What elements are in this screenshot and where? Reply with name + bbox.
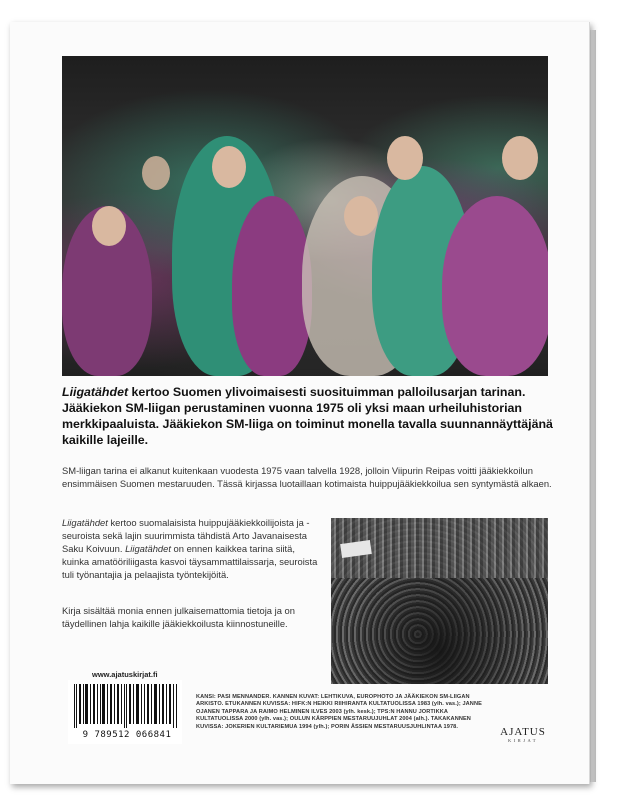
publisher-subname: KIRJAT bbox=[507, 738, 538, 743]
publisher-logo bbox=[497, 726, 549, 743]
hockey-team-celebration-photo bbox=[62, 56, 548, 376]
publisher-website: www.ajatuskirjat.fi bbox=[92, 670, 158, 679]
body-paragraph-1: SM-liigan tarina ei alkanut kuitenkaan vuodesta 1975 vaan talvella 1928, jolloin Viipurin Reipas voitti jääkiekkoilun ensimmäisen Suomen mestaruuden. Tässä kirjassa luotaillaan kotimaista huippujääkiekkoilua sen syntymästä alkaen. bbox=[62, 465, 552, 489]
isbn-number: 9 789512 066841 bbox=[82, 730, 172, 740]
book-title-italic-2: Liigatähdet bbox=[62, 517, 108, 528]
cover-credits: KANSI: PASI MENNANDER. KANNEN KUVAT: LEHTIKUVA, EUROPHOTO JA JÄÄKIEKON SM-LIIGAN ARKISTO. ETUKANNEN KUVISSA: HIFK:N HEIKKI RIIHIRANTA KULTATUOLISSA 1983 (ylh. vas.); JANNE OJANEN TAPPARA JA RAIMO HELMINEN ILVES 2003 (ylh. kesk.); TPS:N HANNU JORTIKKA KULTATUOLISSA 2000 (ylh. vas.); OULUN KÄRPPIEN MESTARUUJUHLAT 2004 (alh.). TAKAKANNEN KUVISSA: JOKERIEN KULTARIEMUA 1994 (ylh.); PORIN ÄSSIEN MESTARUUSJUHLINTAA 1978. bbox=[196, 694, 482, 730]
paragraph-2-text-a: kertoo suomalaisista huippujääkiekkoilijoista ja -seuroista sekä lajin suurimmista tähdistä Arto Javanaisesta Saku Koivuun. bbox=[62, 517, 310, 554]
book-title-italic-3: Liigatähdet bbox=[125, 543, 171, 554]
body-paragraph-3: Kirja sisältää monia ennen julkaisemattomia tietoja ja on täydellinen lahja kaikille jääkiekkoilusta kiinnostuneille. bbox=[62, 605, 295, 629]
crowd-celebration-photo bbox=[331, 518, 548, 684]
publisher-name: AJATUS bbox=[500, 726, 546, 738]
intro-text: kertoo Suomen ylivoimaisesti suosituimman palloilusarjan tarinan. Jääkiekon SM-liigan perustaminen vuonna 1975 oli yksi maan urheiluhistorian merkkipaaluista. Jääkiekon SM-liiga on toiminut monella tavalla suunnannäyttäjänä kaikille lajeille. bbox=[62, 385, 553, 447]
body-paragraph-2 bbox=[62, 516, 324, 581]
paragraph-2-text-b: on ennen kaikkea tarina siitä, kuinka amatööriliigasta kasvoi täysammattilaissarja, seuroista tuli työnantajia ja pelaajista työntekijöitä. bbox=[62, 543, 318, 580]
book-title-italic: Liigatähdet bbox=[62, 385, 129, 399]
barcode-icon bbox=[74, 684, 178, 728]
intro-paragraph bbox=[62, 384, 562, 448]
isbn-barcode bbox=[68, 680, 182, 744]
